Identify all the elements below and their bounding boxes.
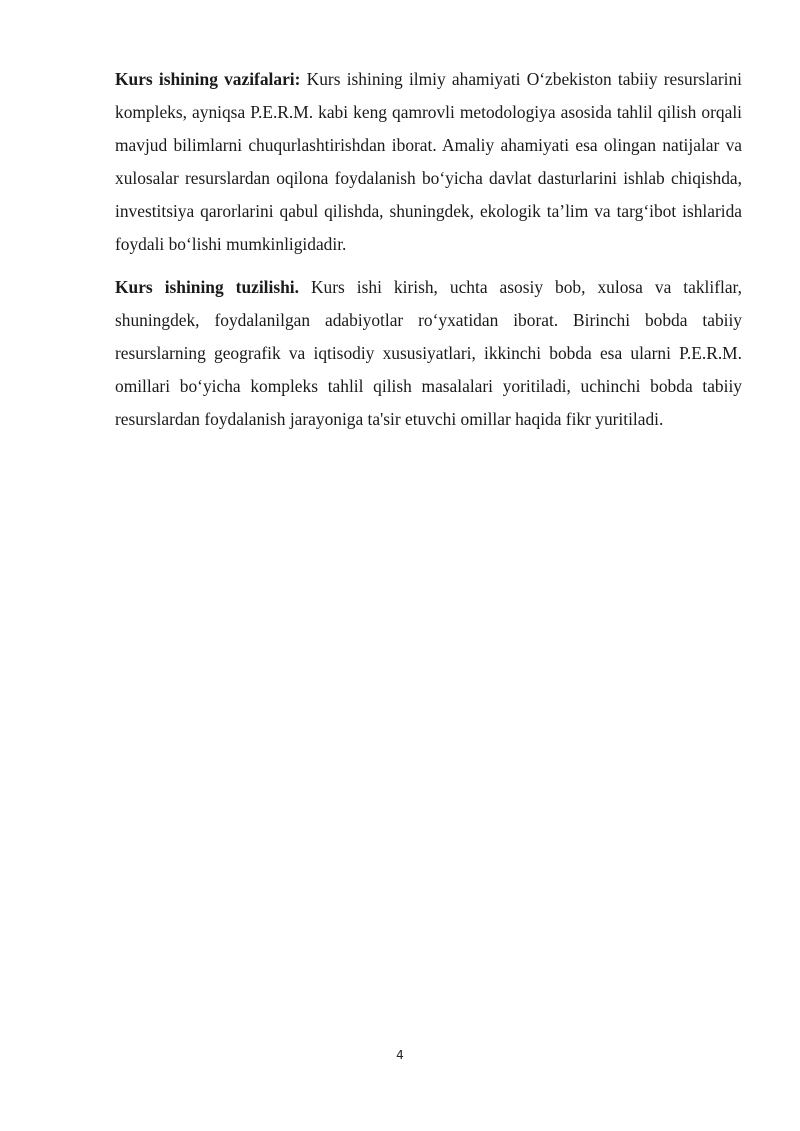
document-body — [115, 63, 742, 446]
paragraph-text-structure: Kurs ishi kirish, uchta asosiy bob, xulosa va takliflar, shuningdek, foydalanilgan adabiyotlar ro‘yxatidan iborat. Birinchi bobda tabiiy resurslarning geografik va iqtisodiy xususiyatlari, ikkinchi bobda esa ularni P.E.R.M. omillari bo‘yicha kompleks tahlil qilish masalalari yoritiladi, uchinchi bobda tabiiy resurslardan foydalanish jarayoniga ta'sir etuvchi omillar haqida fikr yuritiladi. — [115, 277, 742, 429]
paragraph-text-tasks: Kurs ishining ilmiy ahamiyati O‘zbekiston tabiiy resurslarini kompleks, ayniqsa P.E.R.M. kabi keng qamrovli metodologiya asosida tahlil qilish orqali mavjud bilimlarni chuqurlashtirishdan iborat. Amaliy ahamiyati esa olingan natijalar va xulosalar resurslardan oqilona foydalanish bo‘yicha davlat dasturlarini ishlab chiqishda, investitsiya qarorlarini qabul qilishda, shuningdek, ekologik ta’lim va targ‘ibot ishlarida foydali bo‘lishi mumkinligidadir. — [115, 69, 742, 254]
paragraph-heading-structure: Kurs ishining tuzilishi. — [115, 277, 299, 297]
paragraph-course-structure — [115, 271, 742, 436]
page-number: 4 — [396, 1048, 404, 1062]
paragraph-course-tasks — [115, 63, 742, 261]
paragraph-heading-tasks: Kurs ishining vazifalari: — [115, 69, 301, 89]
